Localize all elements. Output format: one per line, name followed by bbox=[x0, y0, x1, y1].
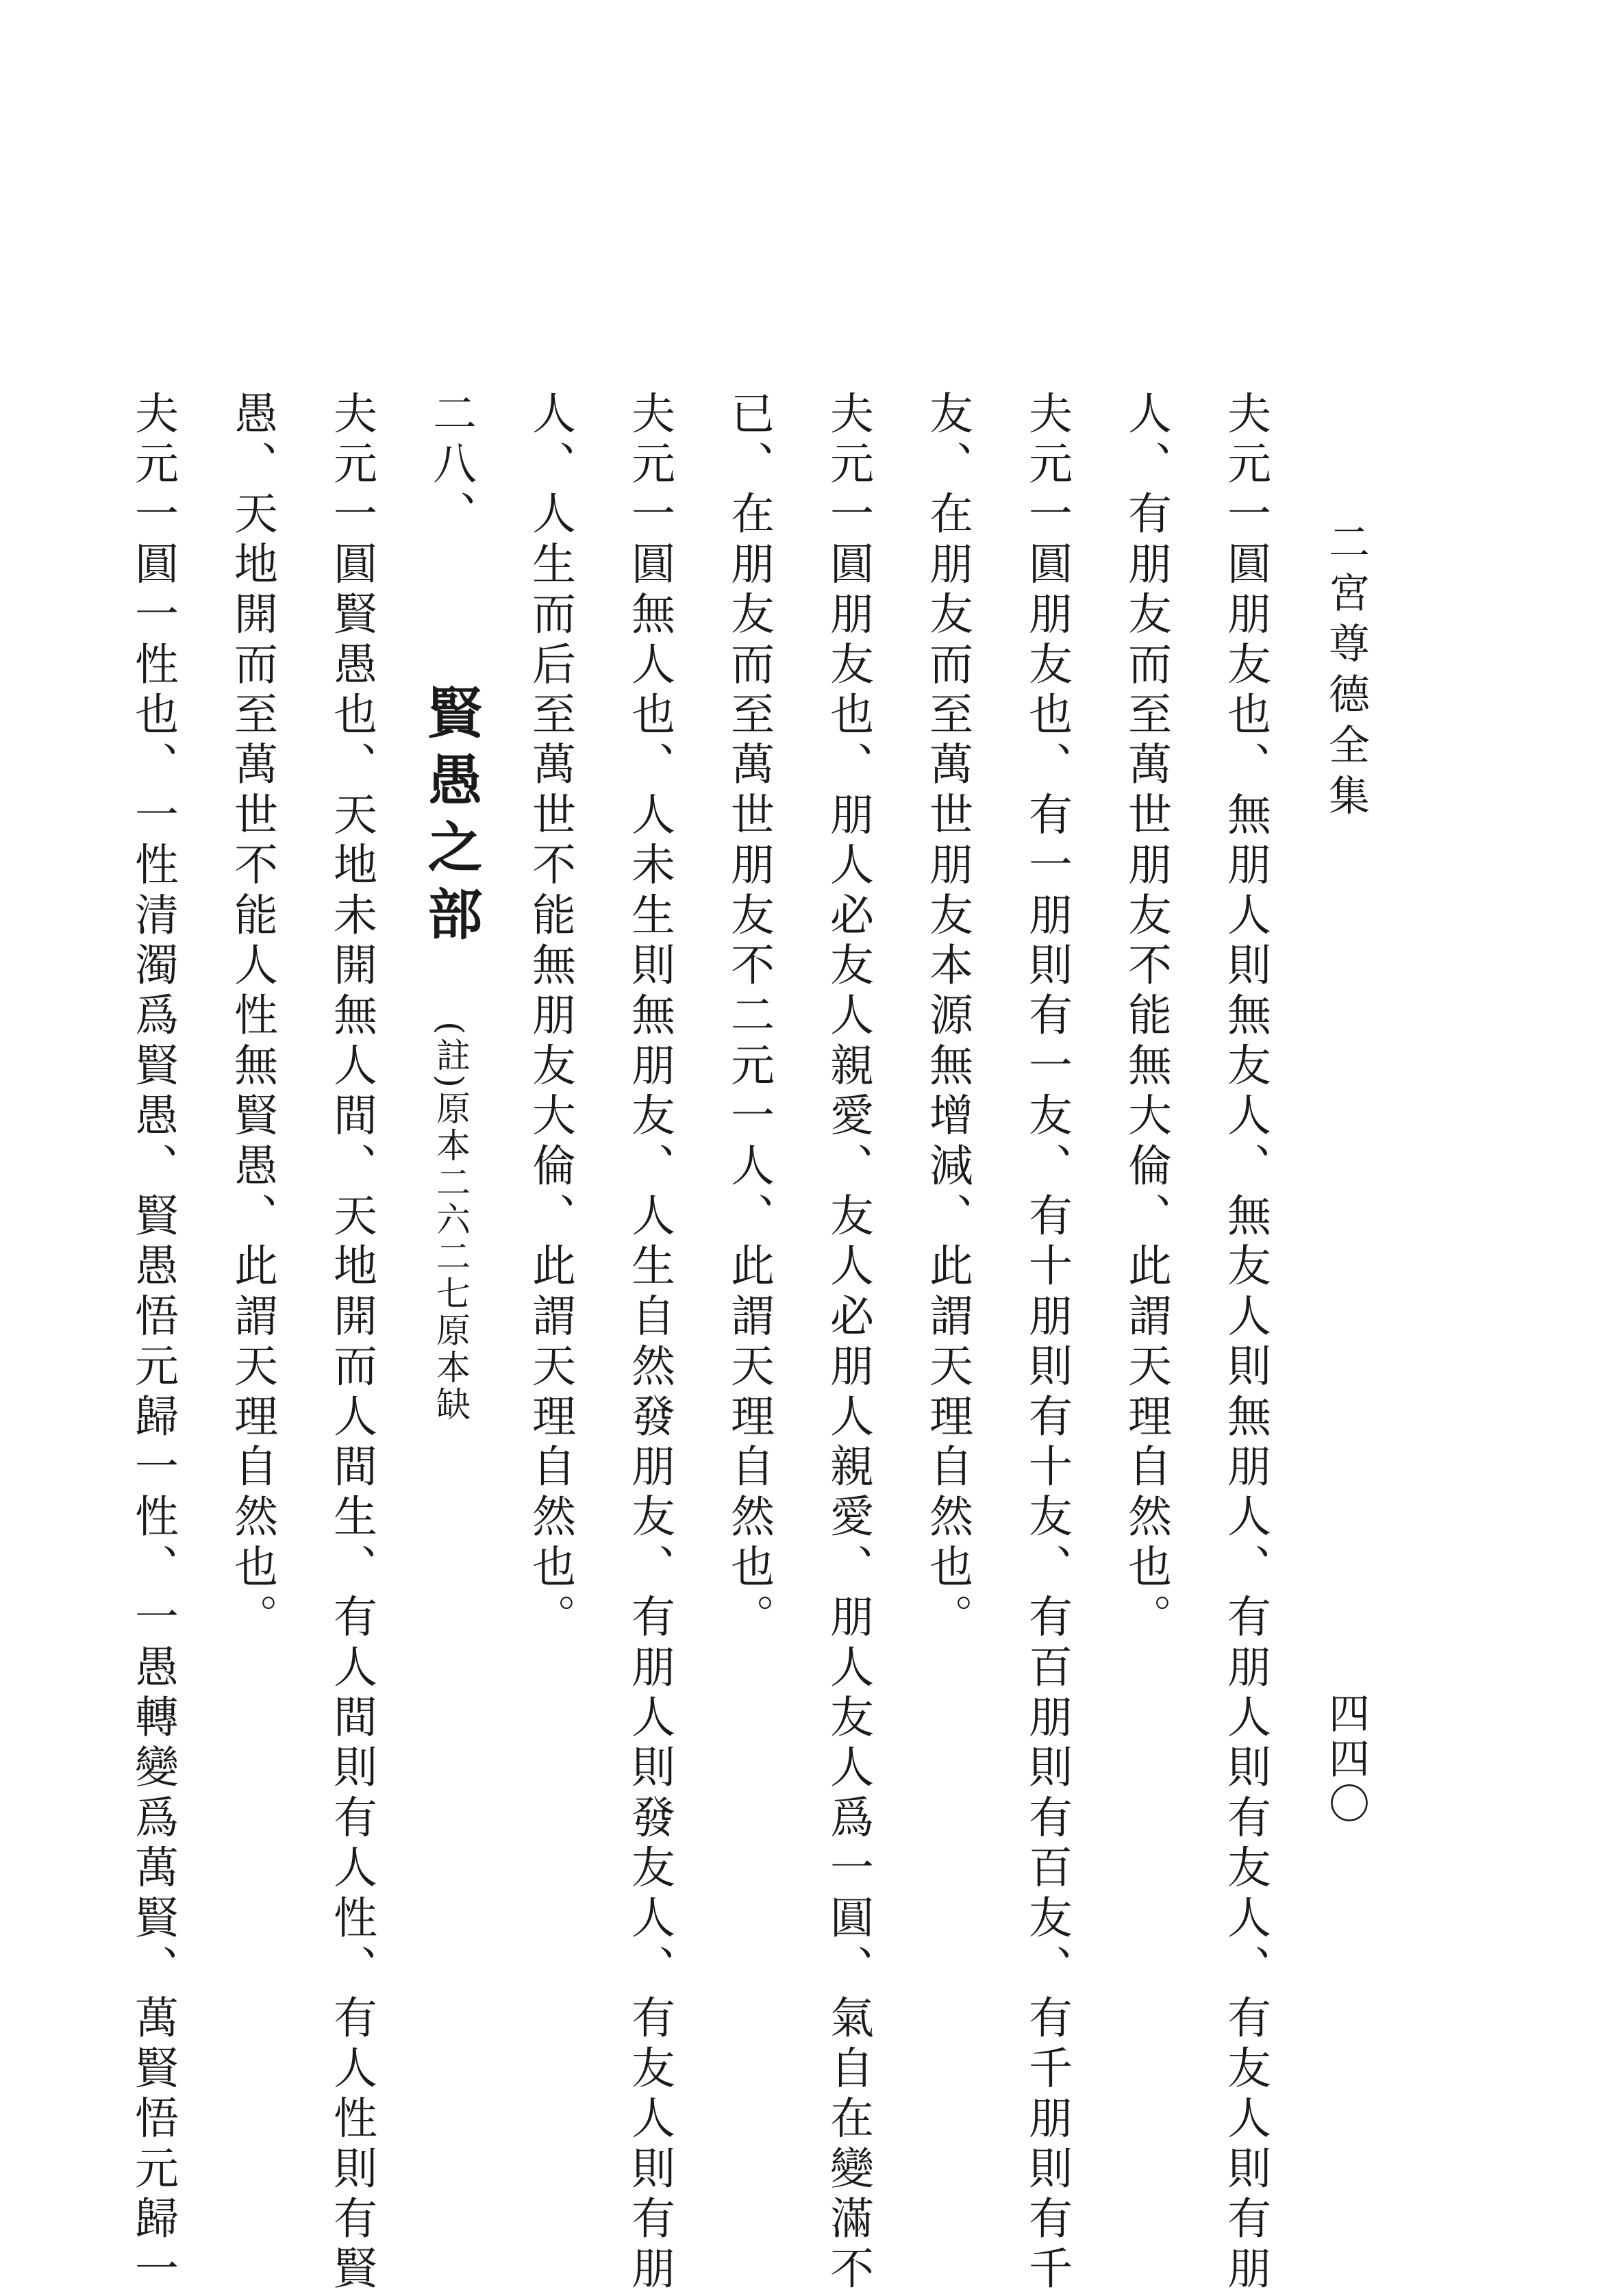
text-line: 已、在朋友而至萬世朋友不二元一人、此謂天理自然也。 bbox=[723, 390, 774, 1644]
section-note: (註)原本二六二七原本缺 bbox=[431, 1021, 471, 1423]
text-line: 人、人生而后至萬世不能無朋友大倫、此謂天理自然也。 bbox=[525, 390, 575, 1644]
text-line: 人、有朋友而至萬世朋友不能無大倫、此謂天理自然也。 bbox=[1121, 390, 1171, 1644]
text-line: 愚、天地開而至萬世不能人性無賢愚、此謂天理自然也。 bbox=[227, 390, 277, 1644]
text-line: 夫元一圓朋友也、無朋人則無友人、無友人則無朋人、有朋人則有友人、有友人則有朋 bbox=[1220, 390, 1271, 2296]
text-line: 夫元一圓無人也、人未生則無朋友、人生自然發朋友、有朋人則發友人、有友人則有朋 bbox=[624, 390, 675, 2296]
text-line: 夫元一圓朋友也、有一朋則有一友、有十朋則有十友、有百朋則有百友、有千朋則有千 bbox=[1021, 390, 1072, 2296]
section-title: 賢愚之部 bbox=[418, 684, 483, 953]
section-heading bbox=[401, 390, 500, 2144]
text-line: 夫元一圓朋友也、朋人必友人親愛、友人必朋人親愛、朋人友人爲一圓、氣自在變滿不 bbox=[823, 390, 873, 2296]
text-line: 友、在朋友而至萬世朋友本源無增減、此謂天理自然也。 bbox=[922, 390, 973, 1644]
running-head: 二宮尊德全集 bbox=[1322, 521, 1370, 825]
text-line: 夫元一圓一性也、一性清濁爲賢愚、賢愚悟元歸一性、一愚轉變爲萬賢、萬賢悟元歸一 bbox=[127, 390, 178, 2296]
page-number: 四四〇 bbox=[1322, 1692, 1370, 1827]
text-line: 夫元一圓賢愚也、天地未開無人間、天地開而人間生、有人間則有人性、有人性則有賢 bbox=[326, 390, 377, 2296]
body-text bbox=[103, 390, 1295, 2296]
section-number: 二八、 bbox=[425, 390, 476, 541]
